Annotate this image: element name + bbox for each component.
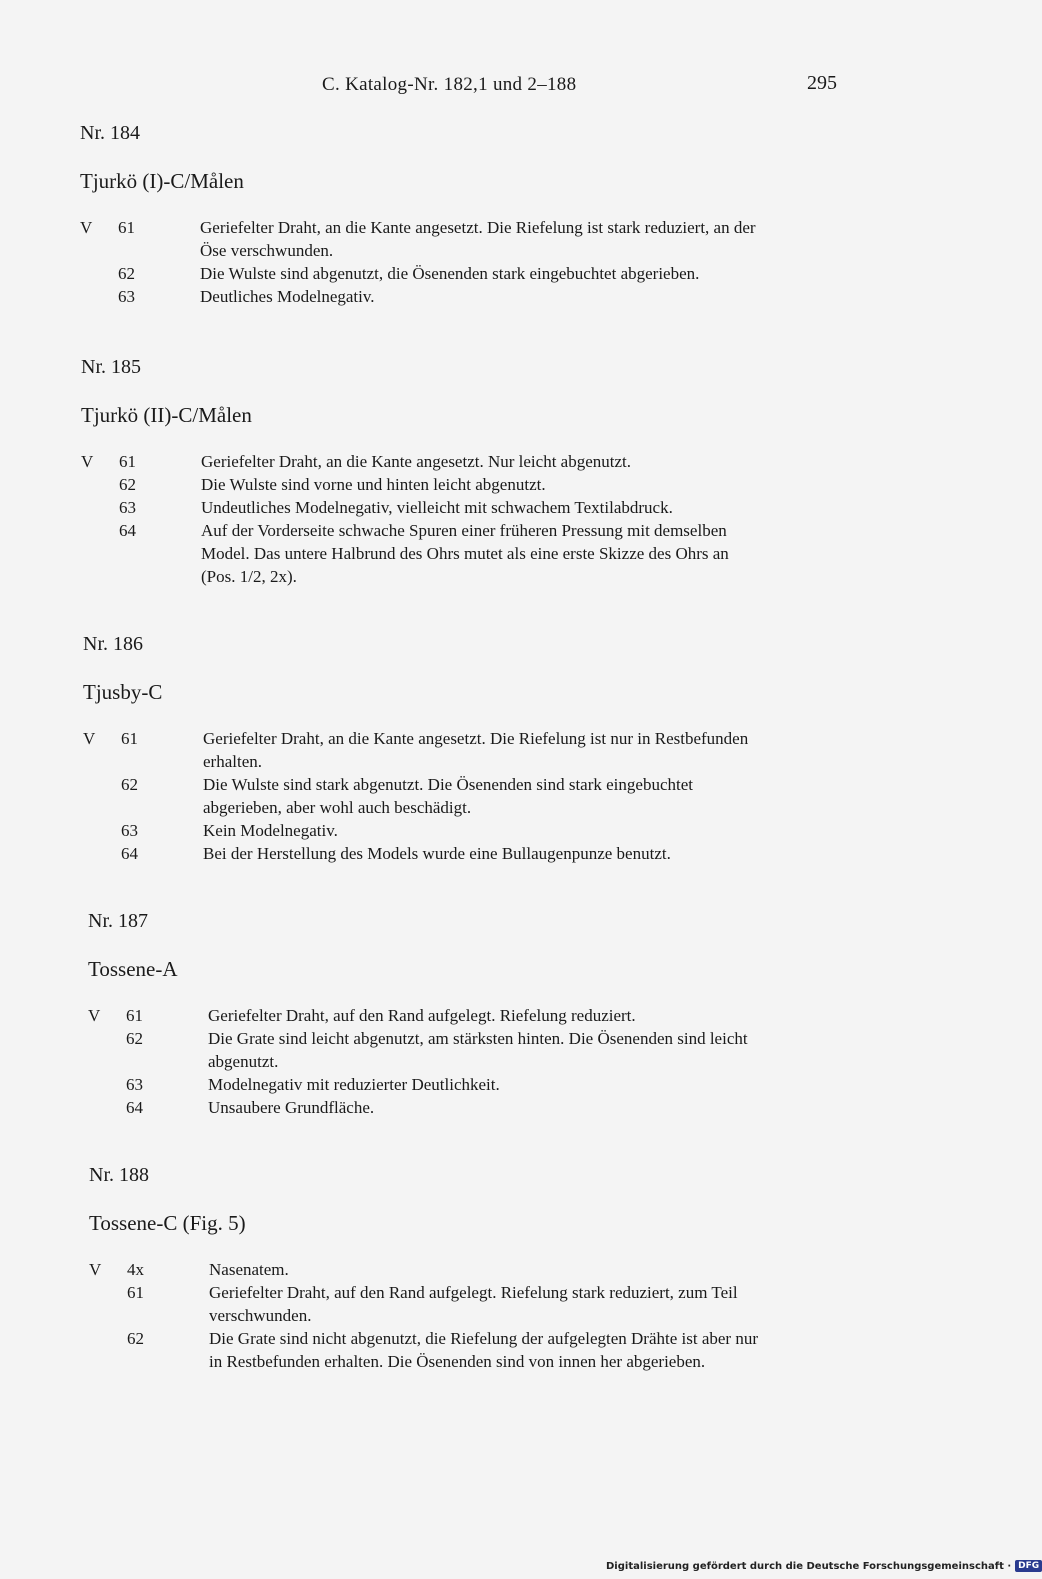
line-code: 62 xyxy=(118,264,135,283)
line-text: Geriefelter Draht, an die Kante angesetzt. Die Riefelung ist stark reduziert, an der xyxy=(200,218,756,237)
line-text: Geriefelter Draht, an die Kante angesetzt. Nur leicht abgenutzt. xyxy=(201,452,631,471)
entry-line xyxy=(88,1004,888,1027)
line-code: 63 xyxy=(118,287,135,306)
line-code: 62 xyxy=(119,475,136,494)
v-marker: V xyxy=(81,452,94,471)
entry-line xyxy=(81,542,881,565)
line-text: Auf der Vorderseite schwache Spuren einer früheren Pressung mit demselben xyxy=(201,521,727,540)
v-marker xyxy=(88,1096,126,1119)
line-text: in Restbefunden erhalten. Die Ösenenden sind von innen her abgerieben. xyxy=(209,1352,706,1371)
v-marker xyxy=(80,239,118,262)
v-marker xyxy=(83,773,121,796)
line-code: 63 xyxy=(126,1075,143,1094)
entry-line xyxy=(80,285,880,308)
v-marker: V xyxy=(83,729,96,748)
catalog-entry-184 xyxy=(80,118,880,308)
line-code: 62 xyxy=(127,1329,144,1348)
entry-lines xyxy=(80,216,880,308)
catalog-entry-188 xyxy=(89,1160,889,1373)
line-text: Die Grate sind nicht abgenutzt, die Riefelung der aufgelegten Drähte ist aber nur xyxy=(209,1329,758,1348)
v-marker xyxy=(88,1027,126,1050)
v-marker: V xyxy=(88,1006,101,1025)
line-text: Geriefelter Draht, an die Kante angesetzt. Die Riefelung ist nur in Restbefunden xyxy=(203,729,749,748)
line-text: Die Wulste sind stark abgenutzt. Die Ösenenden sind stark eingebuchtet xyxy=(203,775,693,794)
line-text: Model. Das untere Halbrund des Ohrs mutet als eine erste Skizze des Ohrs an xyxy=(201,544,729,563)
line-code: 63 xyxy=(121,821,138,840)
line-code: 61 xyxy=(119,452,136,471)
entry-line xyxy=(83,727,883,750)
catalog-entry-186 xyxy=(83,629,883,865)
entry-number: Nr. 188 xyxy=(89,1164,149,1186)
entry-title: Tossene-A xyxy=(88,957,178,981)
v-marker xyxy=(88,1050,126,1073)
v-marker xyxy=(81,496,119,519)
entry-line xyxy=(81,473,881,496)
line-code xyxy=(126,1050,208,1073)
line-code: 64 xyxy=(119,521,136,540)
line-text: Modelnegativ mit reduzierter Deutlichkeit. xyxy=(208,1075,500,1094)
line-code: 61 xyxy=(118,218,135,237)
entry-title: Tossene-C (Fig. 5) xyxy=(89,1211,246,1235)
line-text: Die Grate sind leicht abgenutzt, am stärksten hinten. Die Ösenenden sind leicht xyxy=(208,1029,748,1048)
entry-lines xyxy=(83,727,883,865)
line-text: Kein Modelnegativ. xyxy=(203,821,338,840)
running-head: C. Katalog-Nr. 182,1 und 2–188 xyxy=(322,74,577,95)
v-marker xyxy=(89,1281,127,1304)
line-code: 4x xyxy=(127,1260,144,1279)
entry-line xyxy=(83,842,883,865)
v-marker xyxy=(83,819,121,842)
line-text: Bei der Herstellung des Models wurde eine Bullaugenpunze benutzt. xyxy=(203,844,671,863)
line-code xyxy=(127,1304,209,1327)
line-text: Nasenatem. xyxy=(209,1260,289,1279)
entry-line xyxy=(88,1027,888,1050)
line-code xyxy=(119,542,201,565)
entry-line xyxy=(83,750,883,773)
line-code: 62 xyxy=(121,775,138,794)
line-text: Undeutliches Modelnegativ, vielleicht mit schwachem Textilabdruck. xyxy=(201,498,673,517)
line-code xyxy=(118,239,200,262)
entry-line xyxy=(89,1327,889,1350)
entry-line xyxy=(83,773,883,796)
v-marker: V xyxy=(80,218,93,237)
entry-number: Nr. 187 xyxy=(88,910,148,932)
v-marker xyxy=(80,285,118,308)
line-code: 62 xyxy=(126,1029,143,1048)
line-text: Geriefelter Draht, auf den Rand aufgelegt. Riefelung stark reduziert, zum Teil xyxy=(209,1283,738,1302)
entry-line xyxy=(89,1258,889,1281)
entry-line xyxy=(81,450,881,473)
entry-title: Tjusby-C xyxy=(83,680,163,704)
v-marker xyxy=(89,1350,127,1373)
entry-title: Tjurkö (II)-C/Målen xyxy=(81,403,252,427)
line-text: abgerieben, aber wohl auch beschädigt. xyxy=(203,798,472,817)
catalog-entry-187 xyxy=(88,906,888,1119)
entry-line xyxy=(89,1350,889,1373)
v-marker xyxy=(89,1327,127,1350)
line-text: abgenutzt. xyxy=(208,1052,279,1071)
credit-text: Digitalisierung gefördert durch die Deutsche Forschungsgemeinschaft · xyxy=(606,1561,1012,1572)
line-text: verschwunden. xyxy=(209,1306,312,1325)
entry-number: Nr. 185 xyxy=(81,356,141,378)
entry-line xyxy=(89,1281,889,1304)
entry-line xyxy=(81,565,881,588)
line-code: 63 xyxy=(119,498,136,517)
line-text: Geriefelter Draht, auf den Rand aufgelegt. Riefelung reduziert. xyxy=(208,1006,636,1025)
entry-lines xyxy=(88,1004,888,1119)
page-number: 295 xyxy=(807,72,837,94)
entry-line xyxy=(89,1304,889,1327)
line-text: Die Wulste sind vorne und hinten leicht abgenutzt. xyxy=(201,475,546,494)
v-marker xyxy=(81,542,119,565)
entry-line xyxy=(83,796,883,819)
line-text: Die Wulste sind abgenutzt, die Ösenenden stark eingebuchtet abgerieben. xyxy=(200,264,700,283)
entry-lines xyxy=(81,450,881,588)
line-code xyxy=(127,1350,209,1373)
line-text: erhalten. xyxy=(203,752,262,771)
dfg-logo: DFG xyxy=(1015,1560,1042,1572)
entry-line xyxy=(81,496,881,519)
line-code: 64 xyxy=(126,1098,143,1117)
entry-line xyxy=(88,1096,888,1119)
line-text: Unsaubere Grundfläche. xyxy=(208,1098,375,1117)
v-marker xyxy=(81,519,119,542)
entry-line xyxy=(83,819,883,842)
line-code: 64 xyxy=(121,844,138,863)
v-marker xyxy=(80,262,118,285)
entry-line xyxy=(88,1073,888,1096)
entry-title: Tjurkö (I)-C/Målen xyxy=(80,169,244,193)
entry-line xyxy=(80,239,880,262)
entry-line xyxy=(81,519,881,542)
entry-line xyxy=(88,1050,888,1073)
line-text: Deutliches Modelnegativ. xyxy=(200,287,375,306)
v-marker xyxy=(83,796,121,819)
v-marker xyxy=(81,473,119,496)
line-code: 61 xyxy=(121,729,138,748)
line-code xyxy=(121,796,203,819)
v-marker xyxy=(89,1304,127,1327)
v-marker xyxy=(88,1073,126,1096)
v-marker xyxy=(83,750,121,773)
entry-line xyxy=(80,216,880,239)
catalog-entry-185 xyxy=(81,352,881,588)
digitization-credit xyxy=(606,1560,1042,1572)
line-text: (Pos. 1/2, 2x). xyxy=(201,567,297,586)
entry-number: Nr. 184 xyxy=(80,122,140,144)
v-marker xyxy=(81,565,119,588)
entry-line xyxy=(80,262,880,285)
line-code: 61 xyxy=(127,1283,144,1302)
v-marker: V xyxy=(89,1260,102,1279)
entry-lines xyxy=(89,1258,889,1373)
entry-number: Nr. 186 xyxy=(83,633,143,655)
line-code: 61 xyxy=(126,1006,143,1025)
line-text: Öse verschwunden. xyxy=(200,241,334,260)
v-marker xyxy=(83,842,121,865)
line-code xyxy=(121,750,203,773)
line-code xyxy=(119,565,201,588)
